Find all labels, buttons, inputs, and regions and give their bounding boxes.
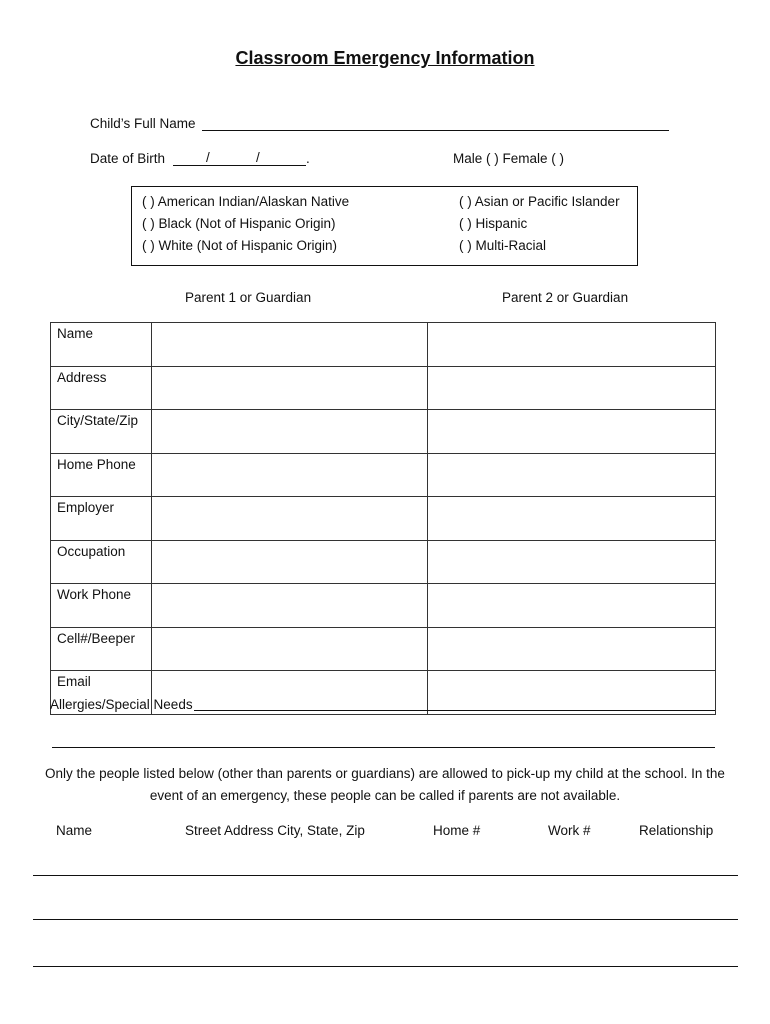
ethnicity-option[interactable]: ( ) Hispanic: [459, 216, 528, 231]
gender-options[interactable]: Male ( ) Female ( ): [453, 151, 565, 166]
table-row: [51, 323, 716, 367]
row-label: Name: [51, 323, 152, 367]
allergies-label: Allergies/Special Needs: [50, 697, 193, 712]
row-label: Email: [51, 671, 152, 715]
pickup-note: Only the people listed below (other than parents or guardians) are allowed to pick-up my child at the school. In the event of an emergency, these people can be called if parents are not available.: [45, 766, 725, 803]
allergies-field-line2[interactable]: [52, 747, 715, 748]
child-name-label: Child’s Full Name: [90, 116, 196, 131]
row-label: Home Phone: [51, 453, 152, 497]
ethnicity-option[interactable]: ( ) Black (Not of Hispanic Origin): [142, 216, 336, 231]
pickup-entry-line[interactable]: [33, 966, 738, 967]
pickup-header-relationship: Relationship: [639, 823, 714, 838]
table-row: [51, 410, 716, 454]
row-label: Cell#/Beeper: [51, 627, 152, 671]
table-row: [51, 453, 716, 497]
row-label: Address: [51, 366, 152, 410]
parent2-cell[interactable]: [428, 584, 716, 628]
ethnicity-option[interactable]: ( ) American Indian/Alaskan Native: [142, 194, 350, 209]
ethnicity-option[interactable]: ( ) Asian or Pacific Islander: [459, 194, 620, 209]
dob-field[interactable]: [173, 165, 306, 166]
row-label: City/State/Zip: [51, 410, 152, 454]
pickup-header-work: Work #: [548, 823, 591, 838]
parent2-cell[interactable]: [428, 627, 716, 671]
parent2-heading: Parent 2 or Guardian: [502, 290, 629, 305]
pickup-header-address: Street Address City, State, Zip: [185, 823, 365, 838]
row-label: Work Phone: [51, 584, 152, 628]
pickup-header-name: Name: [56, 823, 93, 838]
table-row: [51, 584, 716, 628]
parent2-cell[interactable]: [428, 453, 716, 497]
row-label: Employer: [51, 497, 152, 541]
parents-table: [50, 322, 716, 715]
parent2-cell[interactable]: [428, 497, 716, 541]
parent1-cell[interactable]: [152, 453, 428, 497]
parent2-cell[interactable]: [428, 366, 716, 410]
parent1-cell[interactable]: [152, 497, 428, 541]
table-row: [51, 366, 716, 410]
table-row: [51, 497, 716, 541]
table-row: [51, 627, 716, 671]
parent1-cell[interactable]: [152, 323, 428, 367]
form-title: Classroom Emergency Information: [235, 48, 535, 68]
dob-separator: /: [256, 150, 260, 165]
row-label: Occupation: [51, 540, 152, 584]
parent2-cell[interactable]: [428, 671, 716, 715]
parent1-cell[interactable]: [152, 627, 428, 671]
table-row: [51, 540, 716, 584]
pickup-header-home: Home #: [433, 823, 481, 838]
parent1-cell[interactable]: [152, 366, 428, 410]
ethnicity-option[interactable]: ( ) White (Not of Hispanic Origin): [142, 238, 338, 253]
dob-end: .: [306, 151, 310, 166]
dob-label: Date of Birth: [90, 151, 166, 166]
allergies-field[interactable]: [194, 710, 715, 711]
parent2-cell[interactable]: [428, 323, 716, 367]
parent1-cell[interactable]: [152, 584, 428, 628]
parent1-cell[interactable]: [152, 540, 428, 584]
child-name-field[interactable]: [202, 130, 669, 131]
dob-separator: /: [206, 150, 210, 165]
parent2-cell[interactable]: [428, 540, 716, 584]
parent1-cell[interactable]: [152, 410, 428, 454]
parent2-cell[interactable]: [428, 410, 716, 454]
ethnicity-option[interactable]: ( ) Multi-Racial: [459, 238, 547, 253]
pickup-entry-line[interactable]: [33, 875, 738, 876]
pickup-entry-line[interactable]: [33, 919, 738, 920]
parent1-heading: Parent 1 or Guardian: [185, 290, 312, 305]
